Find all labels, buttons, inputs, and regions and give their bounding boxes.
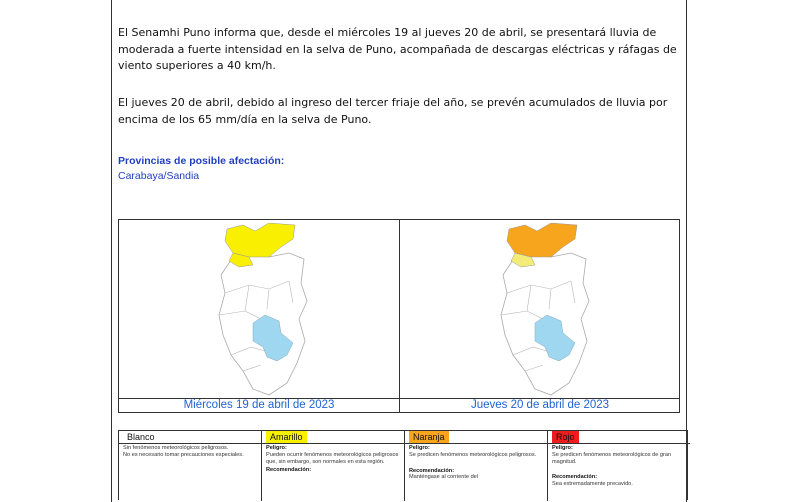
provinces-label: Provincias de posible afectación: [118,155,285,167]
alert-legend [118,430,688,500]
legend-label: Recomendación: [266,467,312,474]
puno-map-wednesday [209,223,319,399]
legend-label: Peligro: [266,445,287,451]
legend-label: Recomendación: [409,467,455,474]
map-caption-wednesday: Miércoles 19 de abril de 2023 [183,399,335,411]
legend-text: Se predicen fenómenos meteorológicos peligrosos. [409,451,537,458]
legend-text: Pueden ocurrir fenómenos meteorológicos peligrosos que, sin embargo, son normales en esta región. [266,451,399,465]
legend-text: Sin fenómenos meteorológicos peligrosos. [123,445,229,451]
legend-text: Sea extremadamente precavido. [552,481,633,488]
maps-divider [399,220,400,412]
provinces-value: Carabaya/Sandia [118,170,200,182]
legend-label: Peligro: [552,445,573,451]
alert-region-main [507,223,577,257]
puno-map-thursday [491,223,601,399]
legend-naranja [405,431,547,501]
legend-text: Se predicen fenómenos meteorológicos de gran magnitud. [552,451,672,465]
legend-rojo [548,431,690,501]
map-caption-thursday: Jueves 20 de abril de 2023 [470,399,610,411]
legend-label: Peligro: [409,445,430,451]
alert-region-main [225,223,295,257]
legend-text: Manténgase al corriente del [409,474,479,481]
bulletin-paragraph-2: El jueves 20 de abril, debido al ingreso del tercer friaje del año, se prevén acumulados de lluvia por encima de los 65 mm/día en la selva de Puno. [118,96,668,126]
legend-level-label: Naranja [409,431,449,443]
legend-text: No es necesario tomar precauciones especiales. [123,451,244,458]
maps-panel [118,219,680,413]
legend-label: Recomendación: [552,474,598,481]
legend-level-label: Amarillo [266,431,307,443]
legend-amarillo [262,431,404,501]
bulletin-paragraph-1: El Senamhi Puno informa que, desde el miércoles 19 al jueves 20 de abril, se presentará lluvia de moderada a fuerte intensidad en la selva de Puno, acompañada de descargas eléctricas y ráfagas de viento superiores a 40 km/h. [118,26,677,72]
legend-level-label: Blanco [127,432,155,442]
legend-level-label: Rojo [552,431,579,443]
legend-blanco [119,431,261,501]
